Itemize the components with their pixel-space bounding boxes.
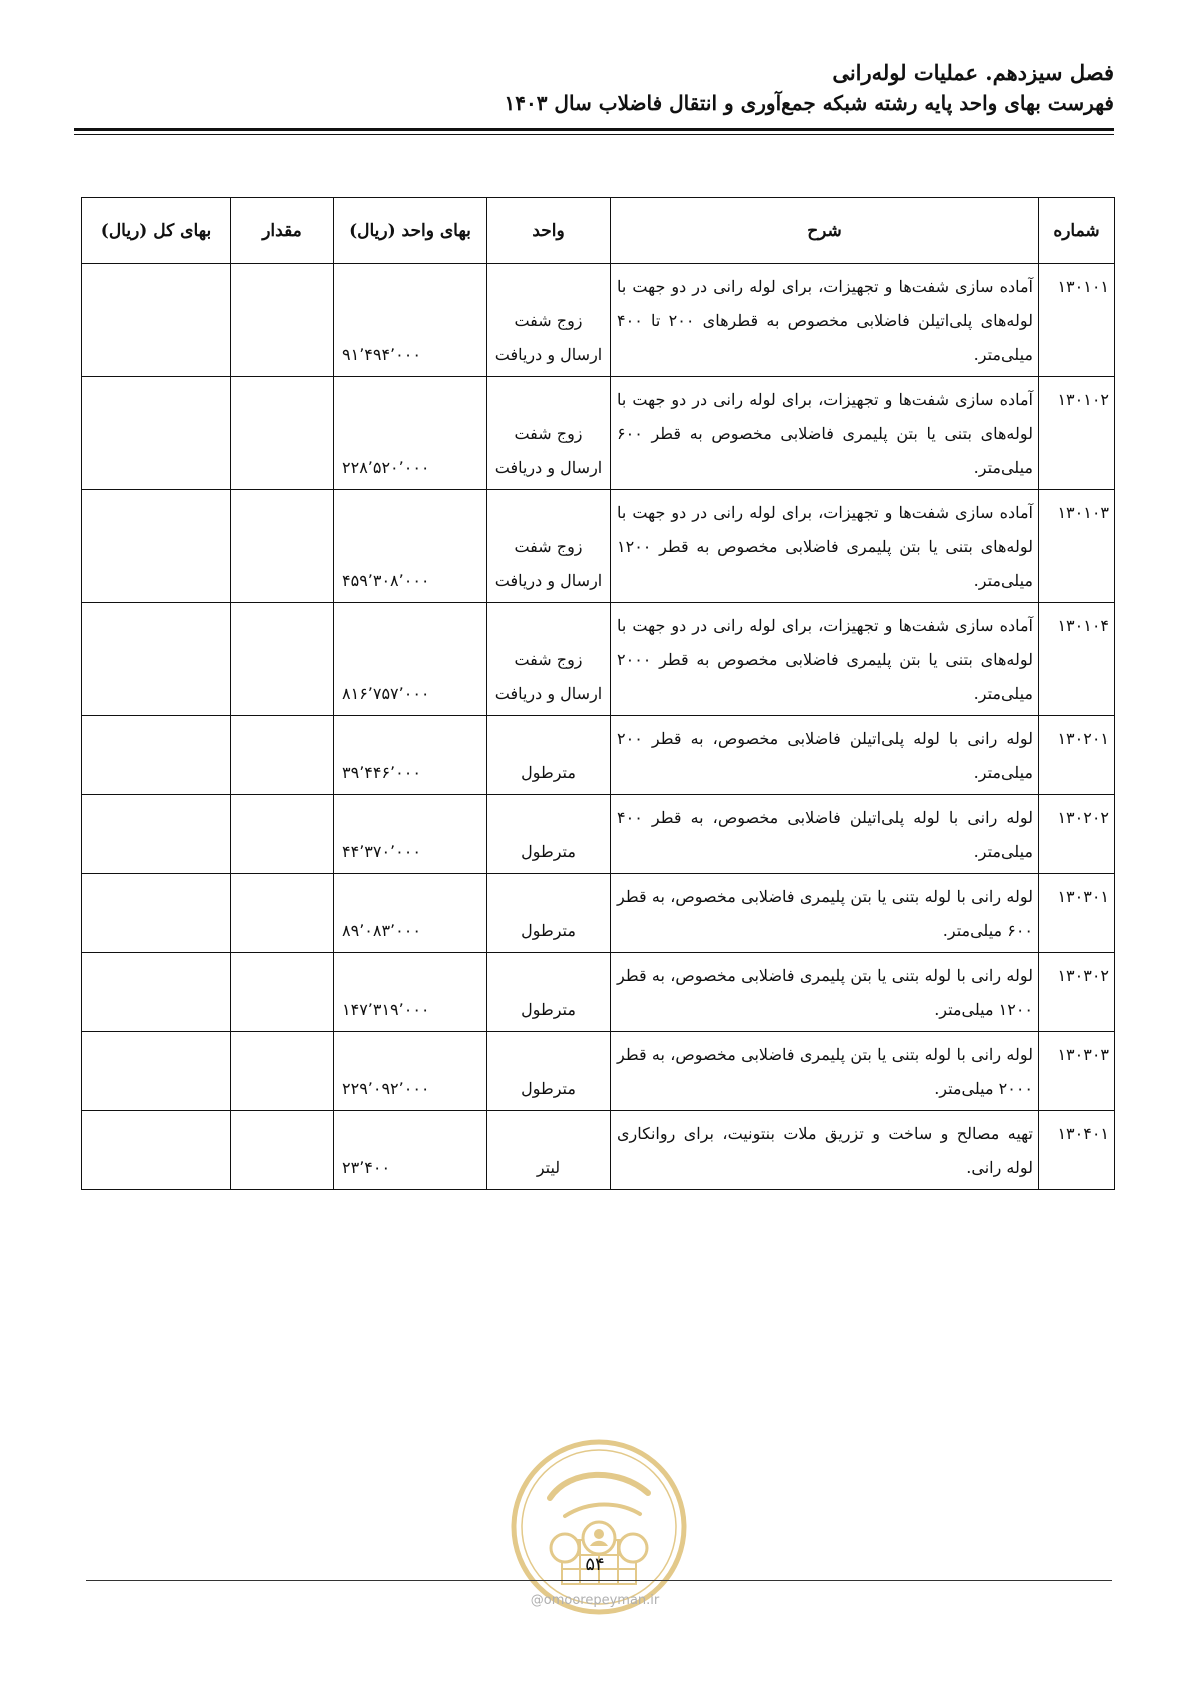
item-description: لوله رانی با لوله بتنی یا بتن پلیمری فاضلابی مخصوص، به قطر ۱۲۰۰ میلی‌متر. bbox=[611, 953, 1039, 1032]
item-quantity bbox=[231, 490, 334, 603]
item-description: آماده سازی شفت‌ها و تجهیزات، برای لوله رانی در دو جهت با لوله‌های پلی‌اتیلن فاضلابی مخصوص به قطرهای ۲۰۰ تا ۴۰۰ میلی‌متر. bbox=[611, 264, 1039, 377]
table-row bbox=[82, 264, 1115, 377]
item-description: تهیه مصالح و ساخت و تزریق ملات بنتونیت، برای روانکاری لوله رانی. bbox=[611, 1111, 1039, 1190]
column-header-unit-price: بهای واحد (ریال) bbox=[334, 198, 487, 264]
item-total-price bbox=[82, 953, 231, 1032]
table-header-row bbox=[82, 198, 1115, 264]
column-header-code: شماره bbox=[1039, 198, 1115, 264]
item-total-price bbox=[82, 874, 231, 953]
item-quantity bbox=[231, 795, 334, 874]
footer-rule bbox=[86, 1580, 1112, 1581]
table-row bbox=[82, 603, 1115, 716]
item-total-price bbox=[82, 264, 231, 377]
column-header-total-price: بهای کل (ریال) bbox=[82, 198, 231, 264]
item-description: لوله رانی با لوله بتنی یا بتن پلیمری فاضلابی مخصوص، به قطر ۶۰۰ میلی‌متر. bbox=[611, 874, 1039, 953]
item-unit-price: ۲۲۹٬۰۹۲٬۰۰۰ bbox=[334, 1032, 487, 1111]
item-quantity bbox=[231, 1111, 334, 1190]
page-header bbox=[74, 58, 1114, 118]
item-description: لوله رانی با لوله بتنی یا بتن پلیمری فاضلابی مخصوص، به قطر ۲۰۰۰ میلی‌متر. bbox=[611, 1032, 1039, 1111]
page-number: ۵۴ bbox=[585, 1554, 605, 1575]
header-rule-thin bbox=[74, 134, 1114, 135]
document-title: فهرست بهای واحد پایه رشته شبکه جمع‌آوری و انتقال فاضلاب سال ۱۴۰۳ bbox=[504, 91, 1114, 115]
column-header-quantity: مقدار bbox=[231, 198, 334, 264]
item-quantity bbox=[231, 264, 334, 377]
table-row bbox=[82, 490, 1115, 603]
item-quantity bbox=[231, 716, 334, 795]
table-row bbox=[82, 1111, 1115, 1190]
item-code: ۱۳۰۱۰۴ bbox=[1039, 603, 1115, 716]
table-row bbox=[82, 953, 1115, 1032]
table-row bbox=[82, 874, 1115, 953]
item-description: لوله رانی با لوله پلی‌اتیلن فاضلابی مخصوص، به قطر ۲۰۰ میلی‌متر. bbox=[611, 716, 1039, 795]
item-unit: مترطول bbox=[487, 716, 611, 795]
item-unit: مترطول bbox=[487, 874, 611, 953]
item-total-price bbox=[82, 377, 231, 490]
item-description: لوله رانی با لوله پلی‌اتیلن فاضلابی مخصوص، به قطر ۴۰۰ میلی‌متر. bbox=[611, 795, 1039, 874]
item-code: ۱۳۰۲۰۱ bbox=[1039, 716, 1115, 795]
item-total-price bbox=[82, 795, 231, 874]
chapter-title: فصل سیزدهم. عملیات لوله‌رانی bbox=[832, 60, 1114, 85]
item-unit-price: ۸۱۶٬۷۵۷٬۰۰۰ bbox=[334, 603, 487, 716]
item-total-price bbox=[82, 716, 231, 795]
item-code: ۱۳۰۳۰۱ bbox=[1039, 874, 1115, 953]
item-quantity bbox=[231, 1032, 334, 1111]
item-quantity bbox=[231, 874, 334, 953]
item-total-price bbox=[82, 490, 231, 603]
table-row bbox=[82, 377, 1115, 490]
item-code: ۱۳۰۴۰۱ bbox=[1039, 1111, 1115, 1190]
item-unit-price: ۲۳٬۴۰۰ bbox=[334, 1111, 487, 1190]
table-row bbox=[82, 795, 1115, 874]
item-unit-price: ۹۱٬۴۹۴٬۰۰۰ bbox=[334, 264, 487, 377]
item-quantity bbox=[231, 953, 334, 1032]
item-total-price bbox=[82, 1111, 231, 1190]
item-unit: مترطول bbox=[487, 795, 611, 874]
item-unit-price: ۳۹٬۴۴۶٬۰۰۰ bbox=[334, 716, 487, 795]
item-unit: زوج شفت ارسال و دریافت bbox=[487, 264, 611, 377]
item-quantity bbox=[231, 603, 334, 716]
item-code: ۱۳۰۳۰۲ bbox=[1039, 953, 1115, 1032]
item-unit-price: ۲۲۸٬۵۲۰٬۰۰۰ bbox=[334, 377, 487, 490]
item-unit-price: ۸۹٬۰۸۳٬۰۰۰ bbox=[334, 874, 487, 953]
item-code: ۱۳۰۱۰۳ bbox=[1039, 490, 1115, 603]
column-header-description: شرح bbox=[611, 198, 1039, 264]
item-unit-price: ۱۴۷٬۳۱۹٬۰۰۰ bbox=[334, 953, 487, 1032]
item-unit-price: ۴۵۹٬۳۰۸٬۰۰۰ bbox=[334, 490, 487, 603]
watermark-handle: @omoorepeyman.ir bbox=[530, 1593, 660, 1608]
header-rule-thick bbox=[74, 128, 1114, 131]
seal-logo-icon bbox=[510, 1438, 688, 1616]
item-description: آماده سازی شفت‌ها و تجهیزات، برای لوله رانی در دو جهت با لوله‌های بتنی یا بتن پلیمری فاضلابی مخصوص به قطر ۲۰۰۰ میلی‌متر. bbox=[611, 603, 1039, 716]
item-code: ۱۳۰۲۰۲ bbox=[1039, 795, 1115, 874]
table-row bbox=[82, 716, 1115, 795]
item-unit-price: ۴۴٬۳۷۰٬۰۰۰ bbox=[334, 795, 487, 874]
item-unit: مترطول bbox=[487, 1032, 611, 1111]
item-unit: لیتر bbox=[487, 1111, 611, 1190]
item-code: ۱۳۰۱۰۲ bbox=[1039, 377, 1115, 490]
item-description: آماده سازی شفت‌ها و تجهیزات، برای لوله رانی در دو جهت با لوله‌های بتنی یا بتن پلیمری فاضلابی مخصوص به قطر ۱۲۰۰ میلی‌متر. bbox=[611, 490, 1039, 603]
item-description: آماده سازی شفت‌ها و تجهیزات، برای لوله رانی در دو جهت با لوله‌های بتنی یا بتن پلیمری فاضلابی مخصوص به قطر ۶۰۰ میلی‌متر. bbox=[611, 377, 1039, 490]
item-unit: زوج شفت ارسال و دریافت bbox=[487, 377, 611, 490]
column-header-unit: واحد bbox=[487, 198, 611, 264]
item-code: ۱۳۰۱۰۱ bbox=[1039, 264, 1115, 377]
item-unit: زوج شفت ارسال و دریافت bbox=[487, 490, 611, 603]
price-table bbox=[81, 197, 1115, 1190]
item-unit: زوج شفت ارسال و دریافت bbox=[487, 603, 611, 716]
item-quantity bbox=[231, 377, 334, 490]
item-total-price bbox=[82, 1032, 231, 1111]
item-code: ۱۳۰۳۰۳ bbox=[1039, 1032, 1115, 1111]
table-row bbox=[82, 1032, 1115, 1111]
item-total-price bbox=[82, 603, 231, 716]
item-unit: مترطول bbox=[487, 953, 611, 1032]
